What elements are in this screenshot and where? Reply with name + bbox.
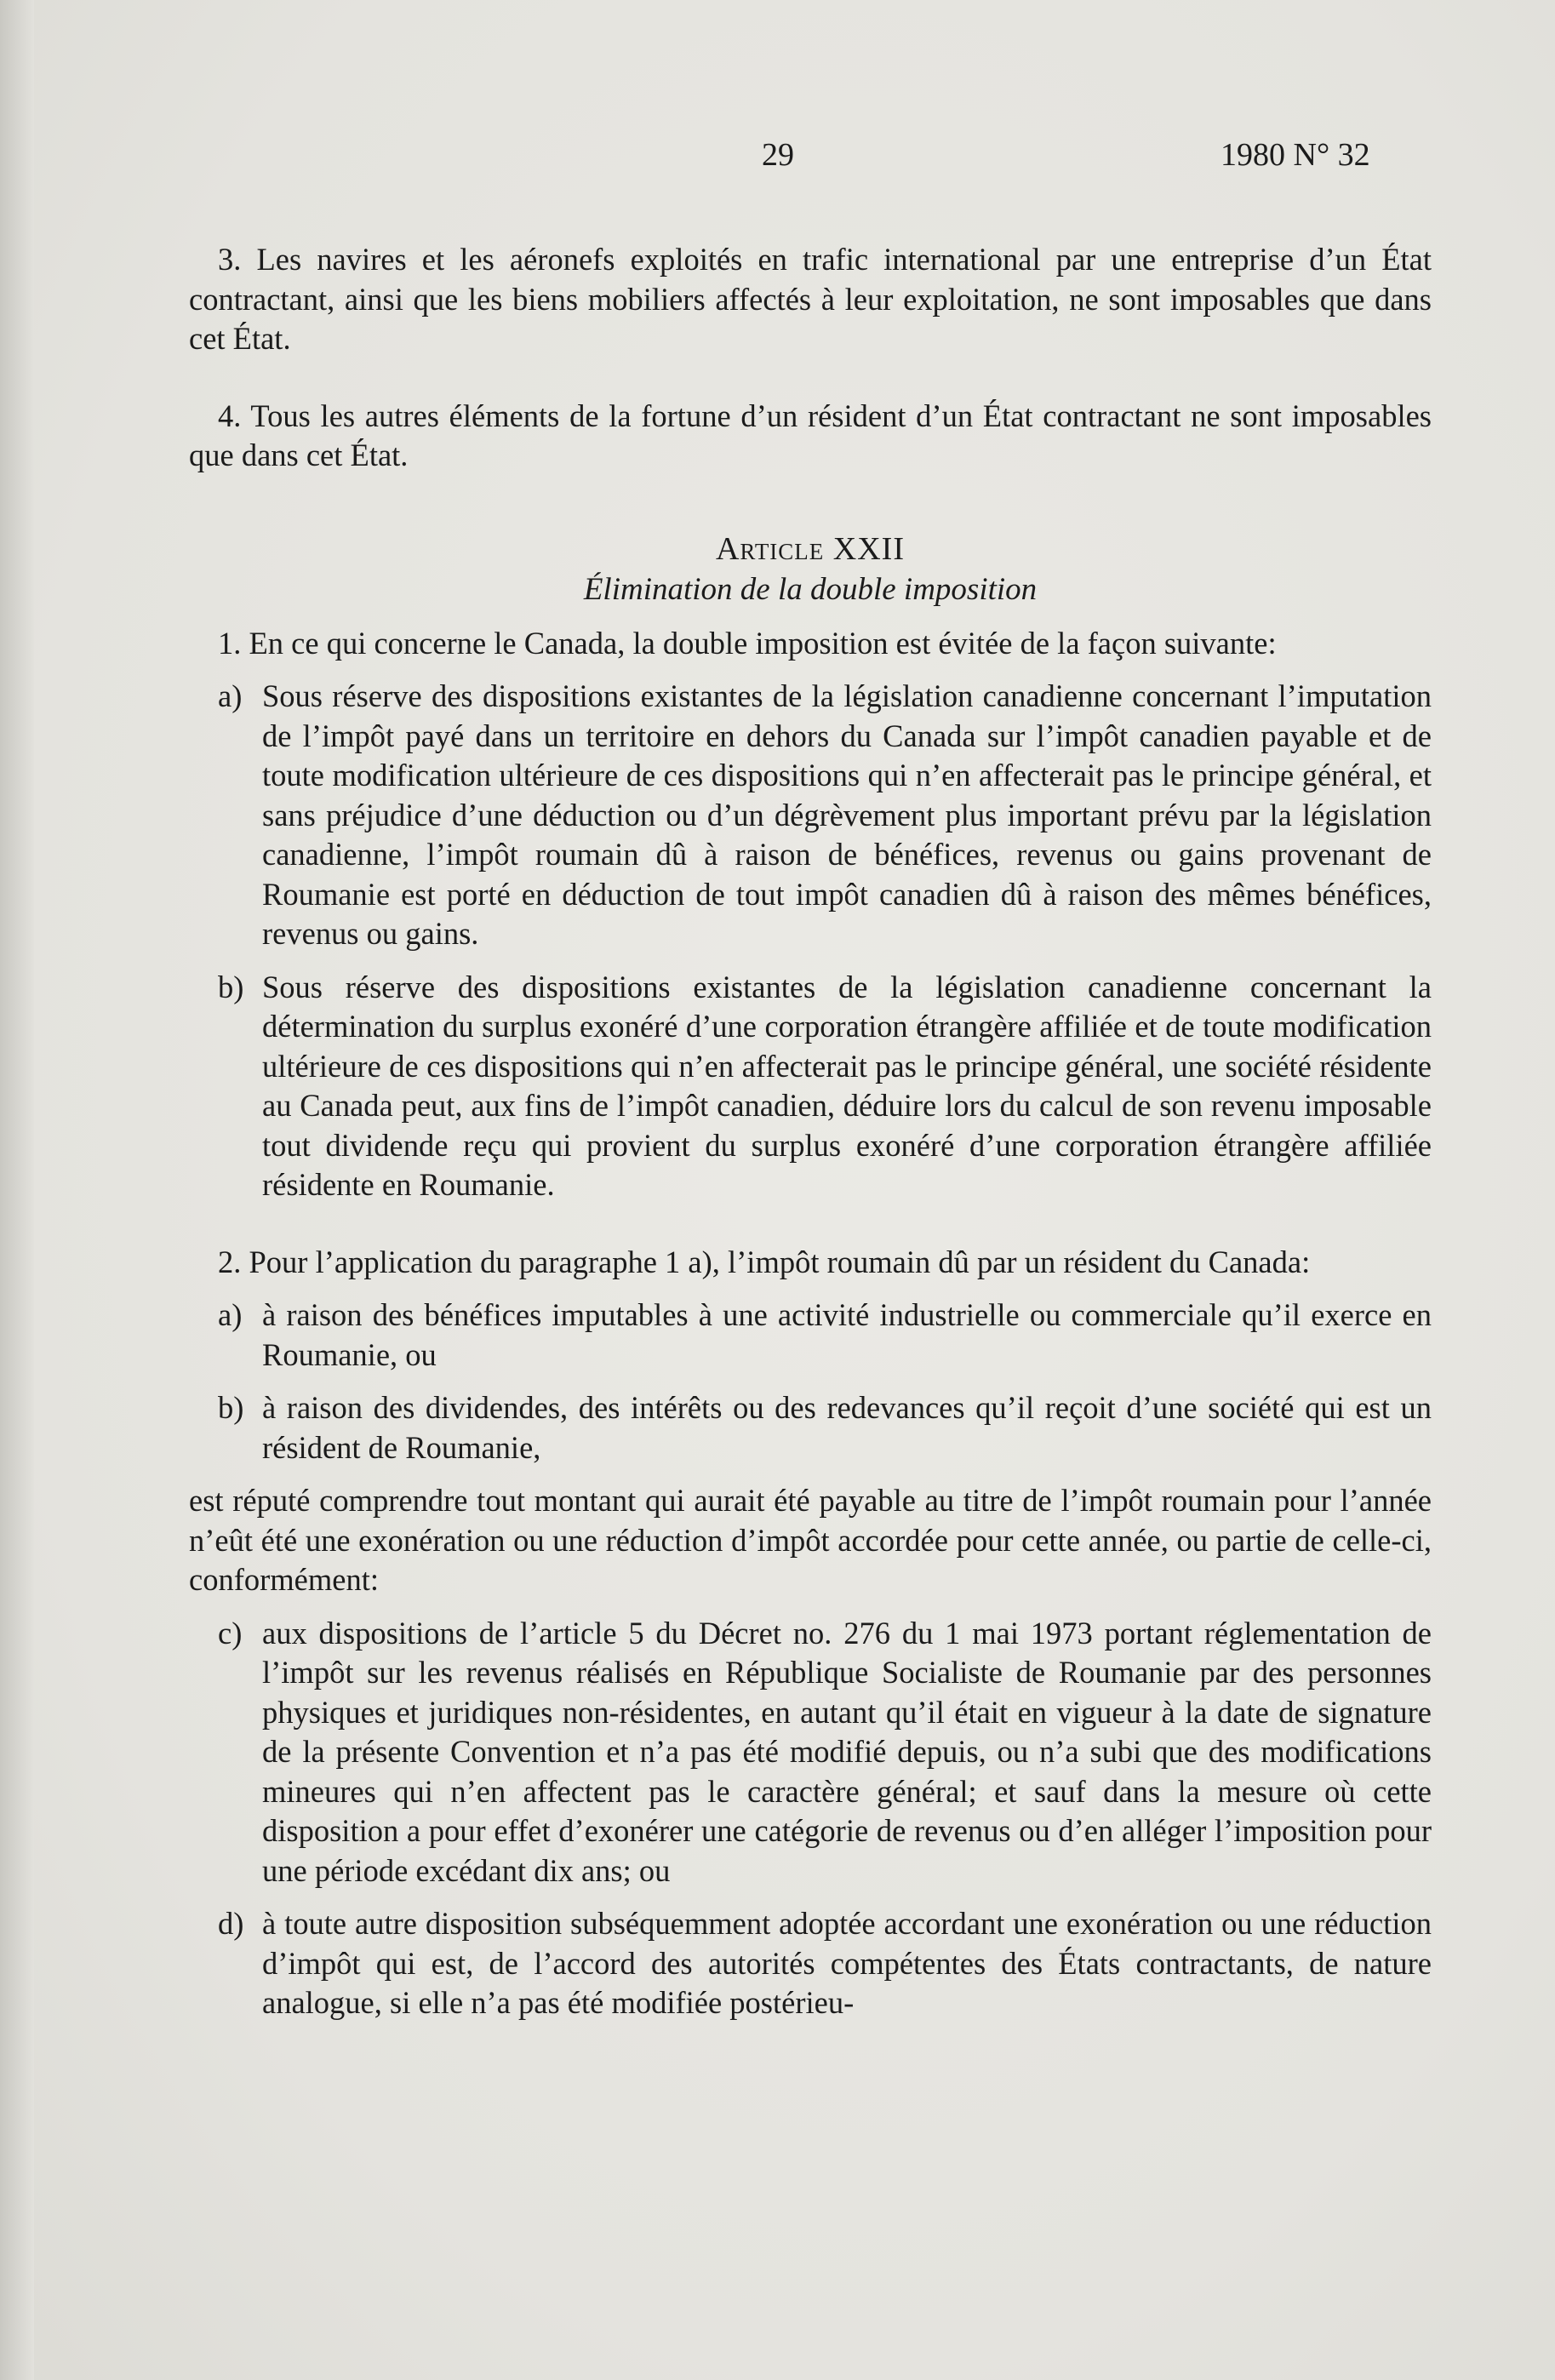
list-item-label: b) <box>218 969 244 1004</box>
list-item-label: a) <box>218 1297 243 1332</box>
list-item-label: c) <box>218 1615 243 1651</box>
list-item <box>218 1904 1432 2023</box>
list-item-text: à raison des bénéfices imputables à une activité industrielle ou commerciale qu’il exerce en Roumanie, ou <box>262 1297 1432 1372</box>
list-item <box>218 677 1432 954</box>
list-item <box>218 1614 1432 1891</box>
list-item-label: b) <box>218 1390 244 1425</box>
article-heading-word: Article <box>715 530 825 567</box>
article-subtitle: Élimination de la double imposition <box>583 571 1038 607</box>
article-heading-number: XXII <box>832 530 905 567</box>
article-para-2-intro: 2. Pour l’application du paragraphe 1 a), l’impôt roumain dû par un résident du Canada: <box>218 1244 1311 1279</box>
article-heading <box>189 529 1432 569</box>
list-item-text: aux dispositions de l’article 5 du Décret no. 276 du 1 mai 1973 portant réglementation de l’impôt sur les revenus réalisés en République Socialiste de Roumanie par des personnes physiques et juridiques non-résidentes, en autant qu’il était en vigueur à la date de signature de la présente Convention et n’a pas été modifié depuis, ou n’a subi que des modifications mineures qui n’en affectent pas le caractère général; et sauf dans la mesure où cette disposition a pour effet d’exonérer une catégorie de revenus ou d’en alléger l’imposition pour une période excédant dix ans; ou <box>262 1615 1432 1888</box>
list-item-text: à raison des dividendes, des intérêts ou des redevances qu’il reçoit d’une société qui est un résident de Roumanie, <box>262 1390 1432 1465</box>
article-para-2-continuation: est réputé comprendre tout montant qui aurait été payable au titre de l’impôt roumain pour l’année n’eût été une exonération ou une réduction d’impôt accordée pour cette année, ou partie de celle-ci, conformément: <box>189 1483 1432 1597</box>
list-item-text: Sous réserve des dispositions existantes de la législation canadienne concernant la détermination du surplus exonéré d’une corporation étrangère affiliée et de toute modification ultérieure de ces dispositions qui n’en affecterait pas le principe général, une société résidente au Canada peut, aux fins de l’impôt canadien, déduire lors du calcul de son revenu imposable tout dividende reçu qui provient du surplus exonéré d’une corporation étrangère affiliée résidente en Roumanie. <box>262 969 1432 1202</box>
list-item <box>218 1296 1432 1375</box>
page-number: 29 <box>762 137 794 173</box>
list-item-text: à toute autre disposition subséquemment adoptée accordant une exonération ou une réduction d’impôt qui est, de l’accord des autorités compétentes des États contractants, de nature analogue, si elle n’a pas été modifiée postérieu- <box>262 1906 1432 2020</box>
page-header <box>0 136 1555 187</box>
document-number: 1980 N° 32 <box>1221 137 1370 173</box>
page-body <box>189 240 1432 2023</box>
list-item-label: a) <box>218 678 243 713</box>
article-para-1-intro: 1. En ce qui concerne le Canada, la double imposition est évitée de la façon suivante: <box>218 625 1277 661</box>
list-item-label: d) <box>218 1906 244 1941</box>
paragraph-4: 4. Tous les autres éléments de la fortune d’un résident d’un État contractant ne sont imposables que dans cet État. <box>189 398 1432 472</box>
list-item-text: Sous réserve des dispositions existantes de la législation canadienne concernant l’imputation de l’impôt payé dans un territoire en dehors du Canada sur l’impôt canadien payable et de toute modification ultérieure de ces dispositions qui n’en affecterait pas le principe général, et sans préjudice d’une déduction ou d’un dégrèvement plus important prévu par la législation canadienne, l’impôt roumain dû à raison de bénéfices, revenus ou gains provenant de Roumanie est porté en déduction de tout impôt canadien dû à raison des mêmes bénéfices, revenus ou gains. <box>262 678 1432 951</box>
page-gutter <box>0 0 34 2380</box>
list-item <box>218 1388 1432 1467</box>
paragraph-3: 3. Les navires et les aéronefs exploités en trafic international par une entreprise d’un État contractant, ainsi que les biens mobiliers affectés à leur exploitation, ne sont imposables que dans cet État. <box>189 242 1432 356</box>
list-item <box>218 968 1432 1205</box>
